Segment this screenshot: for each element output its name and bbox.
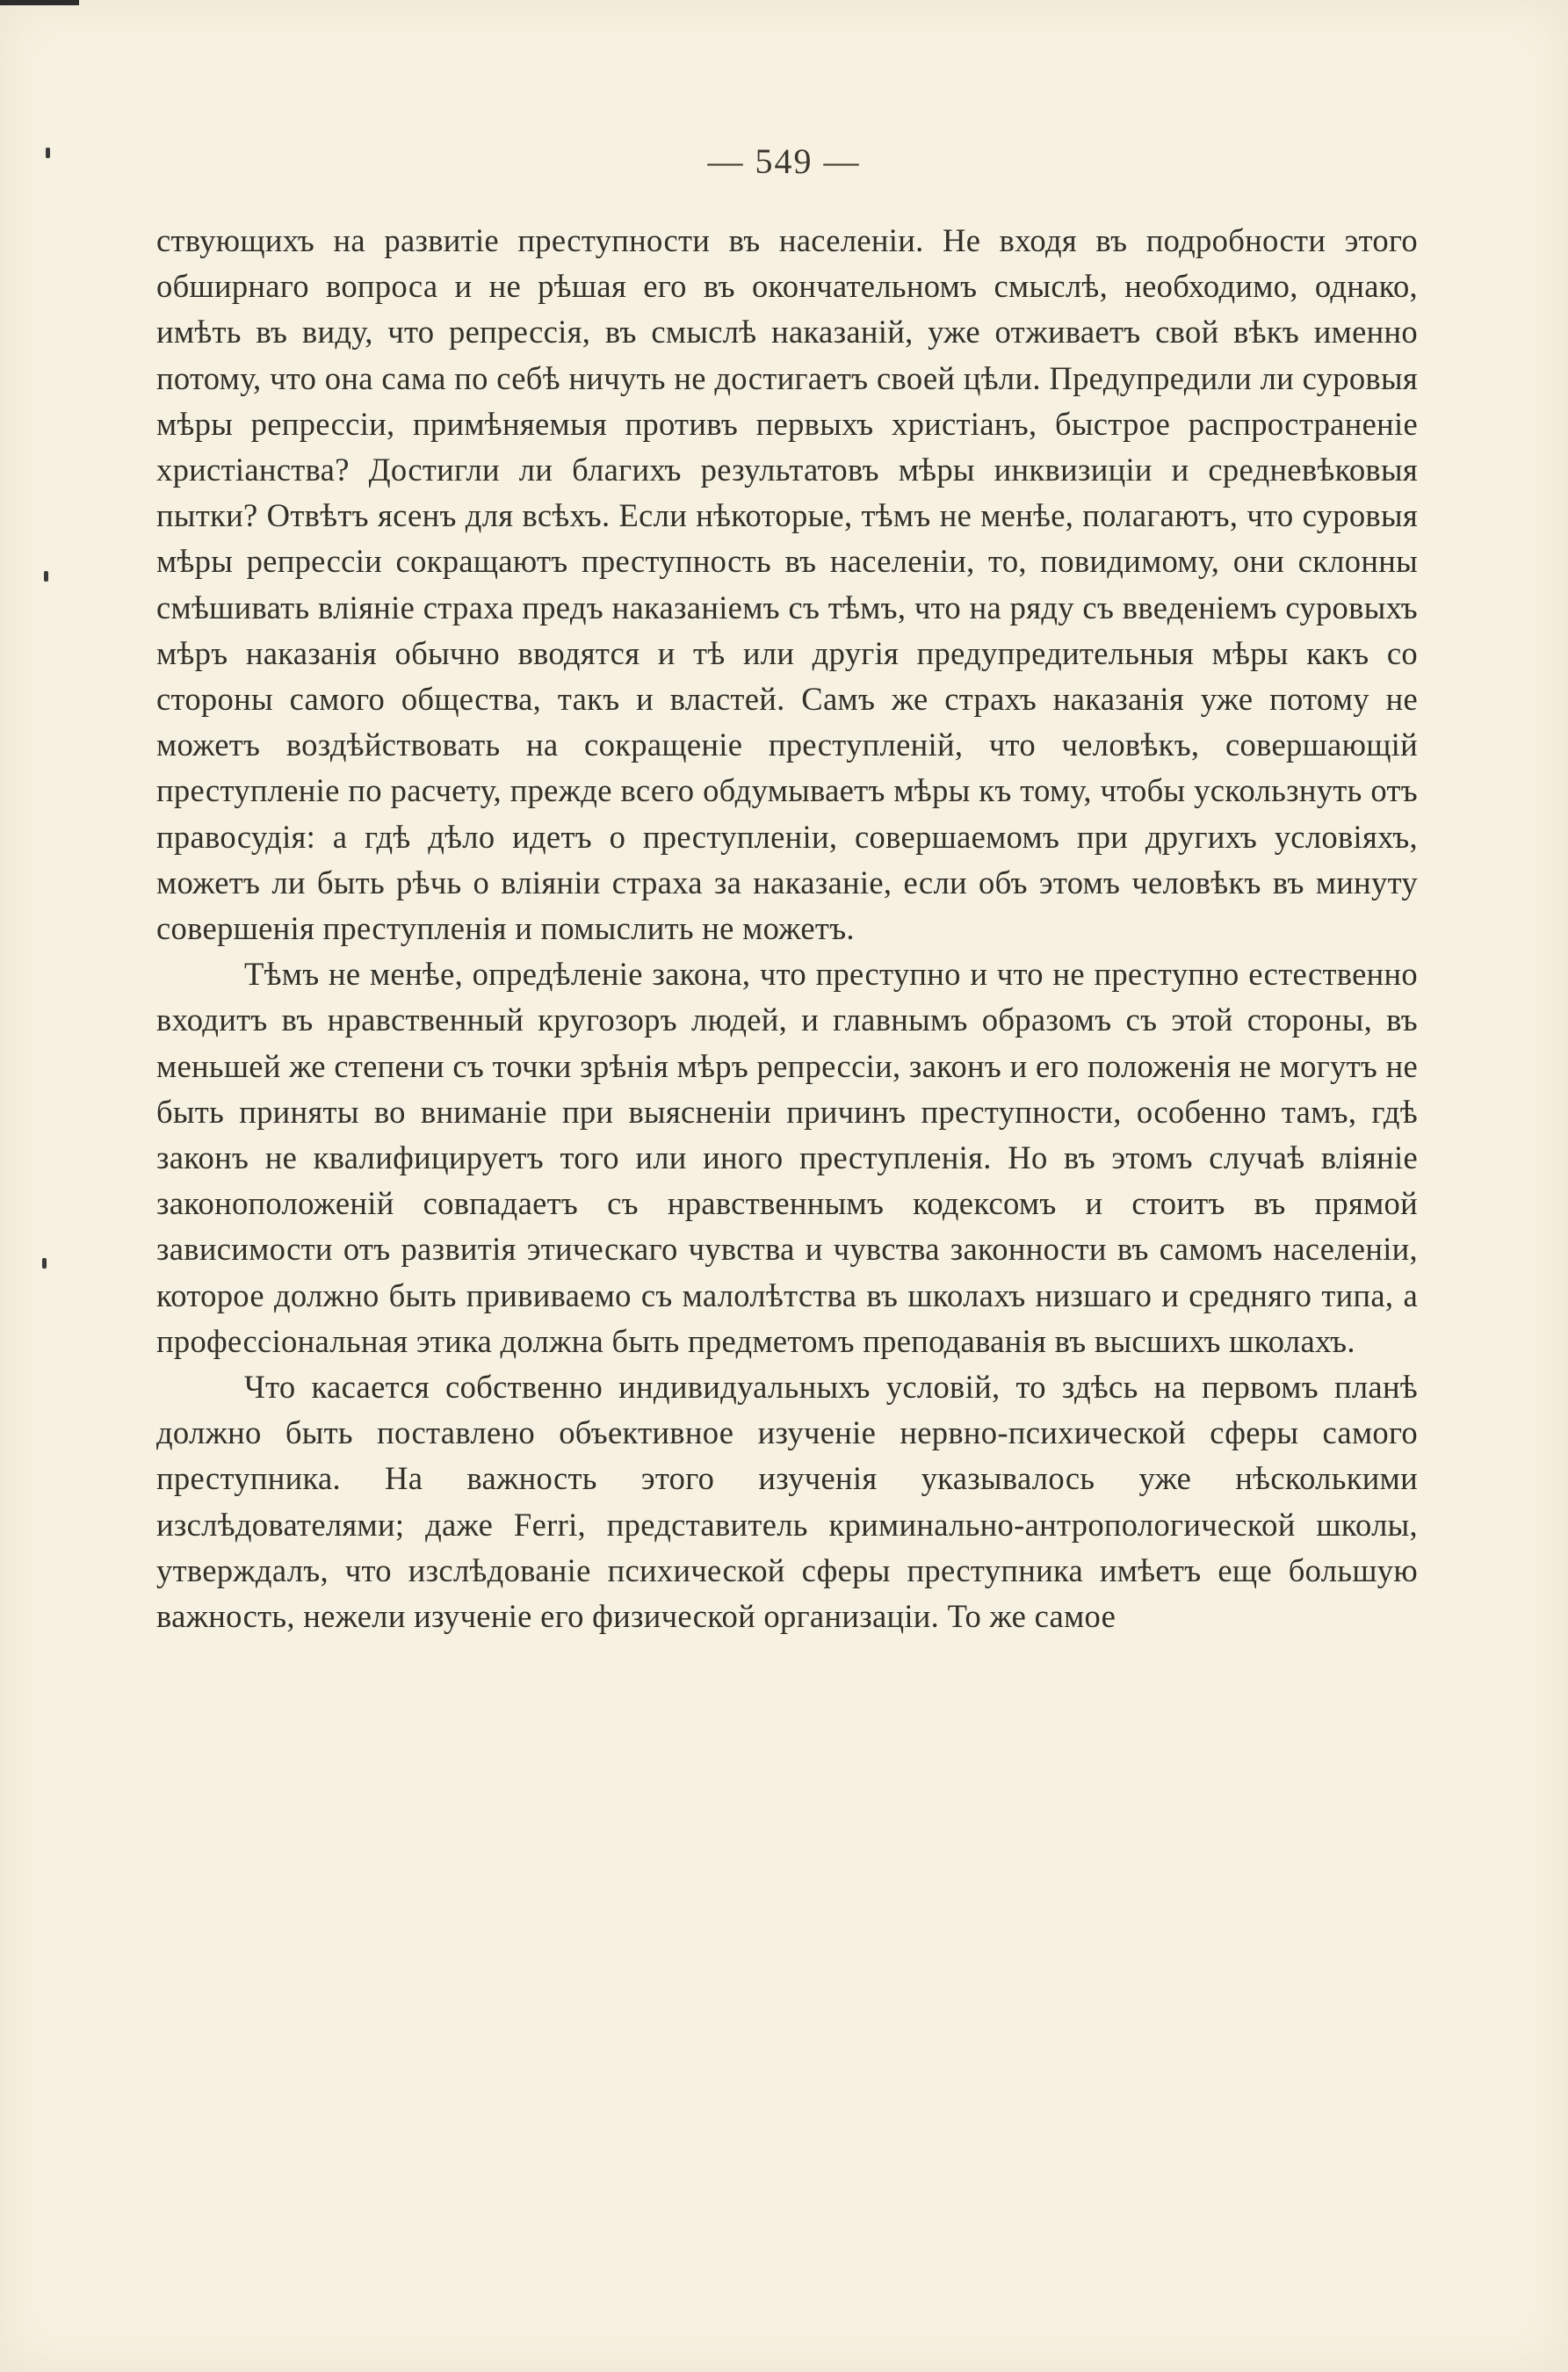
scan-edge-mark [0,0,79,5]
paragraph: Тѣмъ не менѣе, опредѣленіе закона, что преступно и что не преступно естественно входитъ въ нравственный кругозоръ людей, и главнымъ образомъ съ этой стороны, въ меньшей же степени съ точки зрѣнія мѣръ репрессіи, законъ и его положенія не могутъ не быть приняты во вниманіе при выясненіи причинъ преступности, особенно тамъ, гдѣ законъ не квалифицируетъ того или иного преступленія. Но въ этомъ случаѣ вліяніе законоположеній совпадаетъ съ нравственнымъ кодексомъ и стоитъ въ прямой зависимости отъ развитія этическаго чувства и чувства законности въ самомъ населеніи, которое должно быть прививаемо съ малолѣтства въ школахъ низшаго и средняго типа, а профессіональная этика должна быть предметомъ преподаванія въ высшихъ школахъ. [156,956,1418,1359]
paragraph: ствующихъ на развитіе преступности въ населеніи. Не входя въ подробности этого обширнаго вопроса и не рѣшая его въ окончательномъ смыслѣ, необходимо, однако, имѣть въ виду, что репрессія, въ смыслѣ наказаній, уже отживаетъ свой вѣкъ именно потому, что она сама по себѣ ничуть не достигаетъ своей цѣли. Предупредили ли суровыя мѣры репрессіи, примѣняемыя противъ первыхъ христіанъ, быстрое распространеніе христіанства? Достигли ли благихъ результатовъ мѣры инквизиціи и средневѣковыя пытки? Отвѣтъ ясенъ для всѣхъ. Если нѣкоторые, тѣмъ не менѣе, полагаютъ, что суровыя мѣры репрессіи сокращаютъ преступность въ населеніи, то, повидимому, они склонны смѣшивать вліяніе страха предъ наказаніемъ съ тѣмъ, что на ряду съ введеніемъ суровыхъ мѣръ наказанія обычно вводятся и тѣ или другія предупредительныя мѣры какъ со стороны самого общества, такъ и властей. Самъ же страхъ наказанія уже потому не можетъ воздѣйствовать на сокращеніе преступленій, что человѣкъ, совершающій преступленіе по расчету, прежде всего обдумываетъ мѣры къ тому, чтобы ускользнуть отъ правосудія: а гдѣ дѣло идетъ о преступленіи, совершаемомъ при другихъ условіяхъ, можетъ ли быть рѣчь о вліяніи страха за наказаніе, если объ этомъ человѣкъ въ минуту совершенія преступленія и помыслить не можетъ. [156,222,1418,947]
page-number: — 549 — [707,141,861,181]
margin-mark [44,571,48,582]
paragraph: Что касается собственно индивидуальныхъ условій, то здѣсь на первомъ планѣ должно быть поставлено объективное изученіе нервно-психической сферы самого преступника. На важность этого изученія указывалось уже нѣсколькими изслѣдователями; даже Ferri, представитель криминально-антропологической школы, утверждалъ, что изслѣдованіе психической сферы преступника имѣетъ еще большую важность, нежели изученіе его физической организаціи. То же самое [156,1369,1418,1635]
margin-mark [42,1258,47,1269]
body-text [156,218,1418,1639]
